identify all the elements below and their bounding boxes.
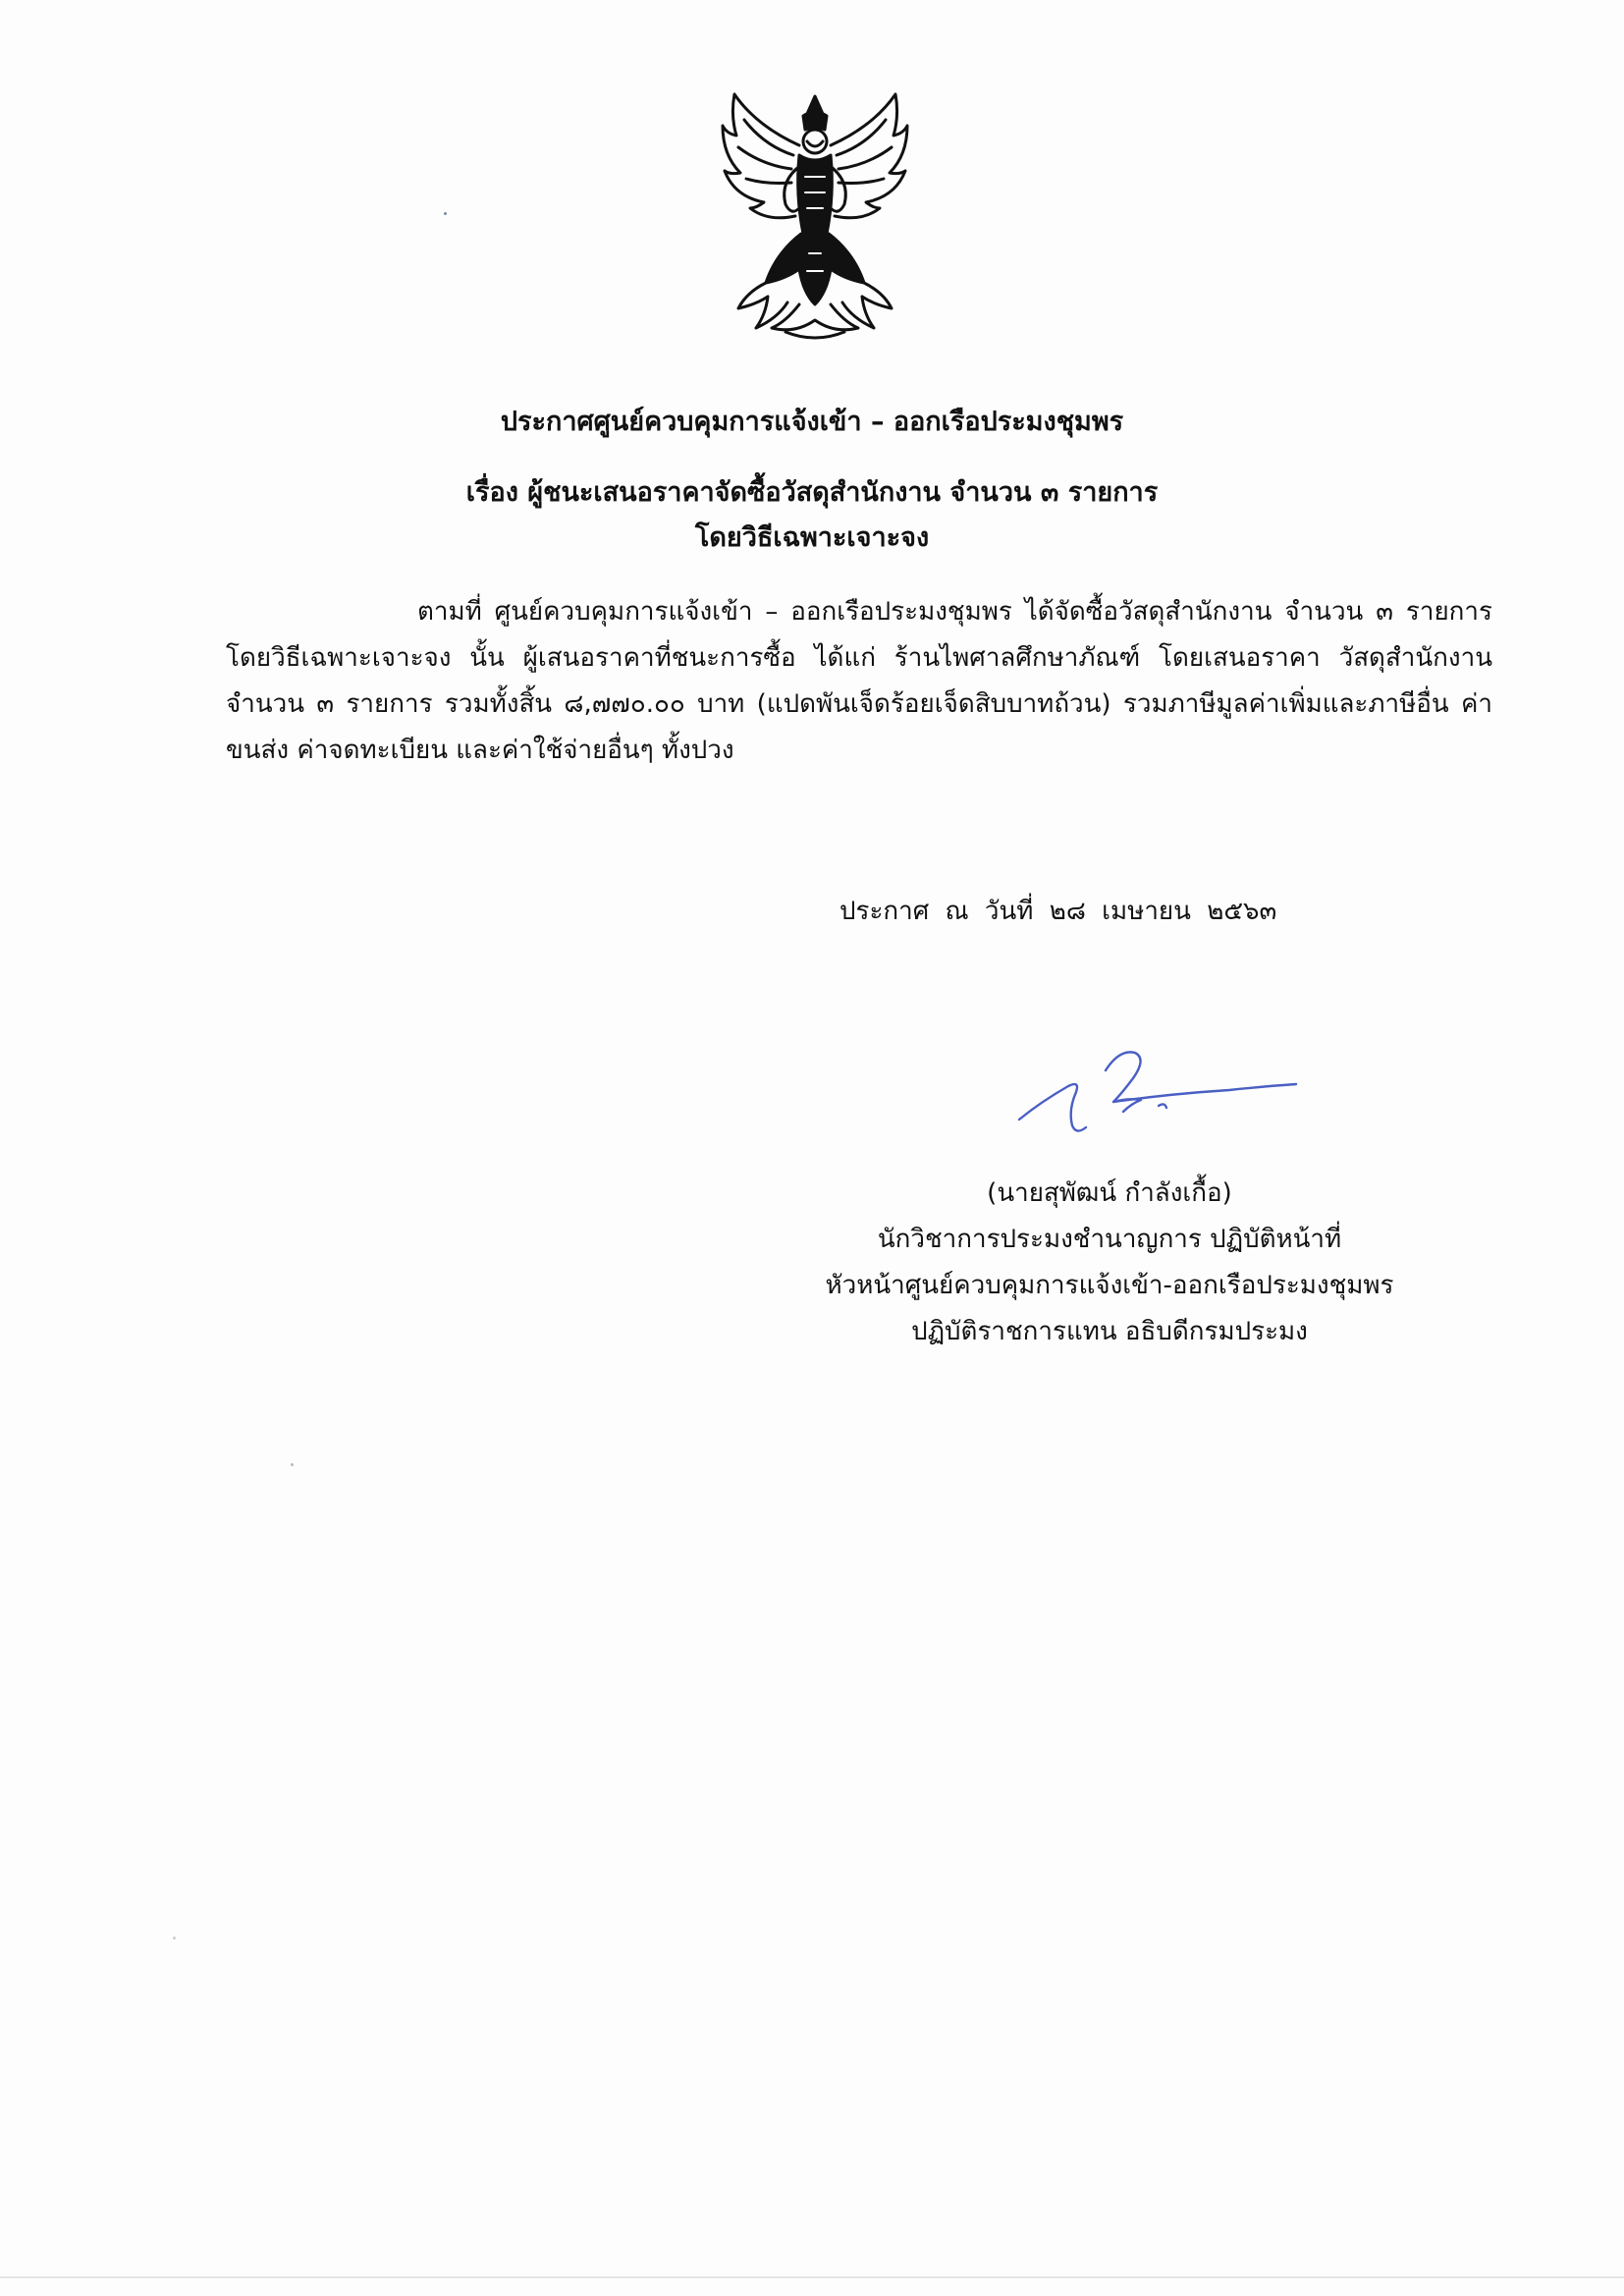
handwritten-signature-icon — [1011, 1031, 1306, 1139]
signatory-name: (นายสุพัฒน์ กำลังเกื้อ) — [987, 1178, 1232, 1208]
procurement-method: โดยวิธีเฉพาะเจาะจง — [694, 522, 930, 553]
signatory-authority: ปฏิบัติราชการแทน อธิบดีกรมประมง — [911, 1317, 1308, 1346]
announcement-body: ตามที่ ศูนย์ควบคุมการแจ้งเข้า – ออกเรือประมงชุมพร ได้จัดซื้อวัสดุสำนักงาน จำนวน ๓ รายการ โดยวิธีเฉพาะเจาะจง นั้น ผู้เสนอราคาที่ชนะการซื้อ ได้แก่ ร้านไพศาลศึกษาภัณฑ์ โดยเสนอราคา วัสดุสำนักงาน จำนวน ๓ รายการ รวมทั้งสิ้น ๘,๗๗๐.๐๐ บาท (แปดพันเจ็ดร้อยเจ็ดสิบบาทถ้วน) รวมภาษีมูลค่าเพิ่มและภาษีอื่น ค่าขนส่ง ค่าจดทะเบียน และค่าใช้จ่ายอื่นๆ ทั้งปวง — [226, 597, 1492, 765]
announcement-heading: ประกาศศูนย์ควบคุมการแจ้งเข้า – ออกเรือประมงชุมพร — [500, 407, 1124, 437]
signatory-office: หัวหน้าศูนย์ควบคุมการแจ้งเข้า-ออกเรือประมงชุมพร — [825, 1271, 1394, 1300]
scan-speck — [444, 212, 447, 215]
scan-speck — [173, 1937, 176, 1940]
signatory-block — [785, 1171, 1434, 1355]
announcement-date: ประกาศ ณ วันที่ ๒๘ เมษายน ๒๕๖๓ — [839, 897, 1277, 926]
scan-speck — [291, 1463, 294, 1466]
signatory-position: นักวิชาการประมงชำนาญการ ปฏิบัติหน้าที่ — [877, 1225, 1342, 1254]
announcement-subject: เรื่อง ผู้ชนะเสนอราคาจัดซื้อวัสดุสำนักงาน จำนวน ๓ รายการ — [465, 477, 1159, 508]
scan-edge — [0, 2276, 1624, 2278]
garuda-emblem-icon — [717, 86, 913, 352]
